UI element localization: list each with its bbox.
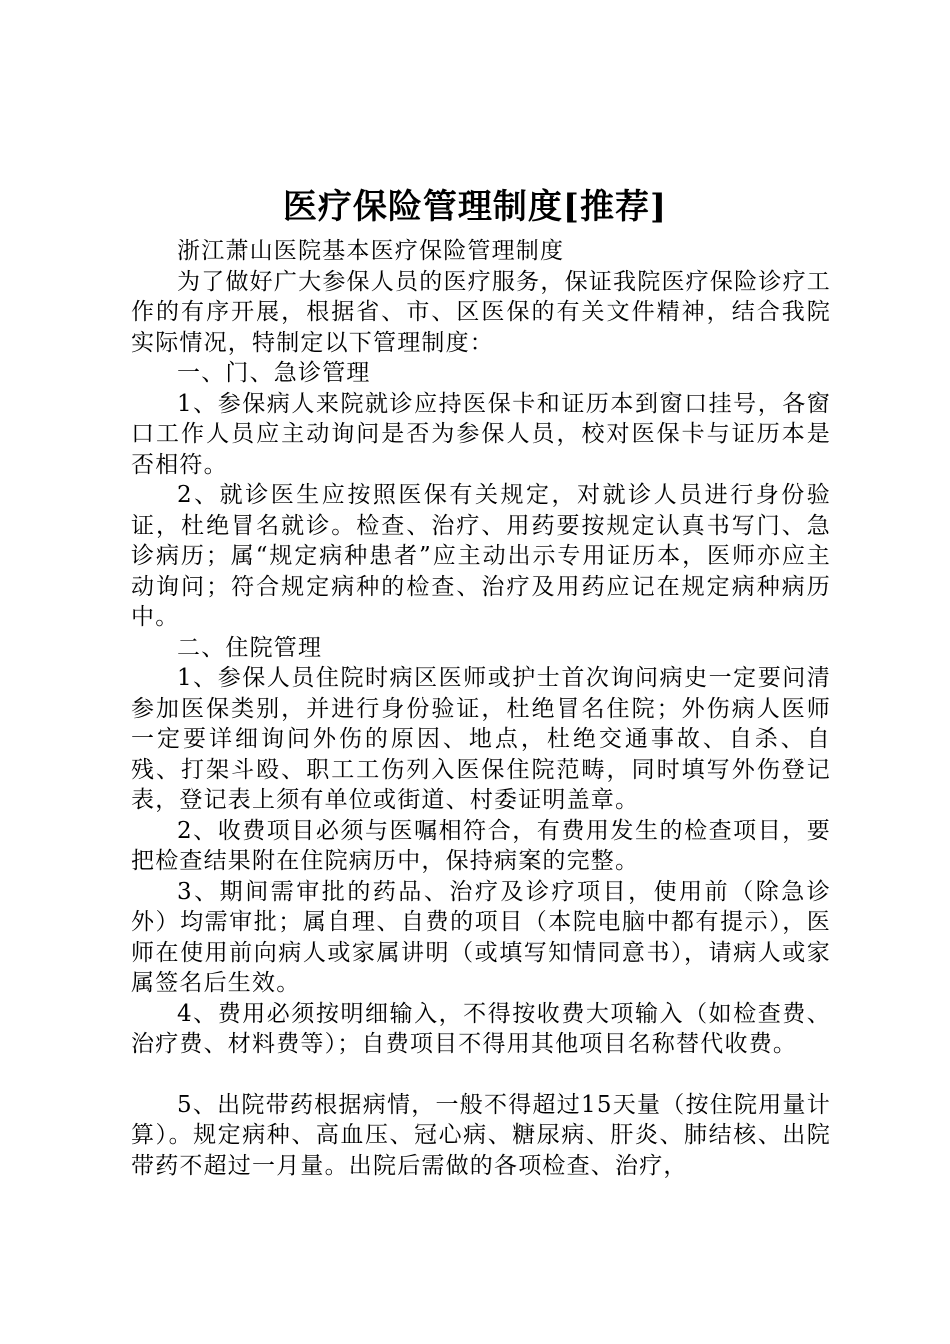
paragraph-intro: 为了做好广大参保人员的医疗服务，保证我院医疗保险诊疗工作的有序开展，根据省、市、区医保的有关文件精神，结合我院实际情况，特制定以下管理制度： — [131, 268, 831, 356]
paragraph-inpatient-3: 3、期间需审批的药品、治疗及诊疗项目，使用前（除急诊外）均需审批；属自理、自费的项目（本院电脑中都有提示），医师在使用前向病人或家属讲明（或填写知情同意书），请病人或家属签名后生效。 — [131, 878, 831, 996]
paragraph-inpatient-2: 2、收费项目必须与医嘱相符合，有费用发生的检查项目，要把检查结果附在住院病历中，保持病案的完整。 — [131, 817, 831, 874]
paragraph-inpatient-5: 5、出院带药根据病情，一般不得超过15天量（按住院用量计算）。规定病种、高血压、冠心病、糖尿病、肝炎、肺结核、出院带药不超过一月量。出院后需做的各项检查、治疗， — [131, 1091, 831, 1179]
paragraph-outpatient-2: 2、就诊医生应按照医保有关规定，对就诊人员进行身份验证，杜绝冒名就诊。检查、治疗、用药要按规定认真书写门、急诊病历；属“规定病种患者”应主动出示专用证历本，医师亦应主动询问；符合规定病种的检查、治疗及用药应记在规定病种病历中。 — [131, 482, 831, 630]
paragraph-inpatient-1: 1、参保人员住院时病区医师或护士首次询问病史一定要问清参加医保类别，并进行身份验证，杜绝冒名住院；外伤病人医师一定要详细询问外伤的原因、地点，杜绝交通事故、自杀、自残、打架斗殴、职工工伤列入医保住院范畴，同时填写外伤登记表，登记表上须有单位或街道、村委证明盖章。 — [131, 665, 831, 813]
paragraph-outpatient-1: 1、参保病人来院就诊应持医保卡和证历本到窗口挂号，各窗口工作人员应主动询问是否为参保人员，校对医保卡与证历本是否相符。 — [131, 390, 831, 478]
paragraph-inpatient-4: 4、费用必须按明细输入，不得按收费大项输入（如检查费、治疗费、材料费等）；自费项目不得用其他项目名称替代收费。 — [131, 1000, 831, 1057]
document-title: 医疗保险管理制度[推荐] — [282, 187, 668, 227]
document-body — [131, 236, 831, 1181]
paragraph-subtitle: 浙江萧山医院基本医疗保险管理制度 — [177, 238, 565, 264]
section-heading-outpatient: 一、门、急诊管理 — [177, 360, 371, 386]
section-heading-inpatient: 二、住院管理 — [177, 634, 323, 661]
